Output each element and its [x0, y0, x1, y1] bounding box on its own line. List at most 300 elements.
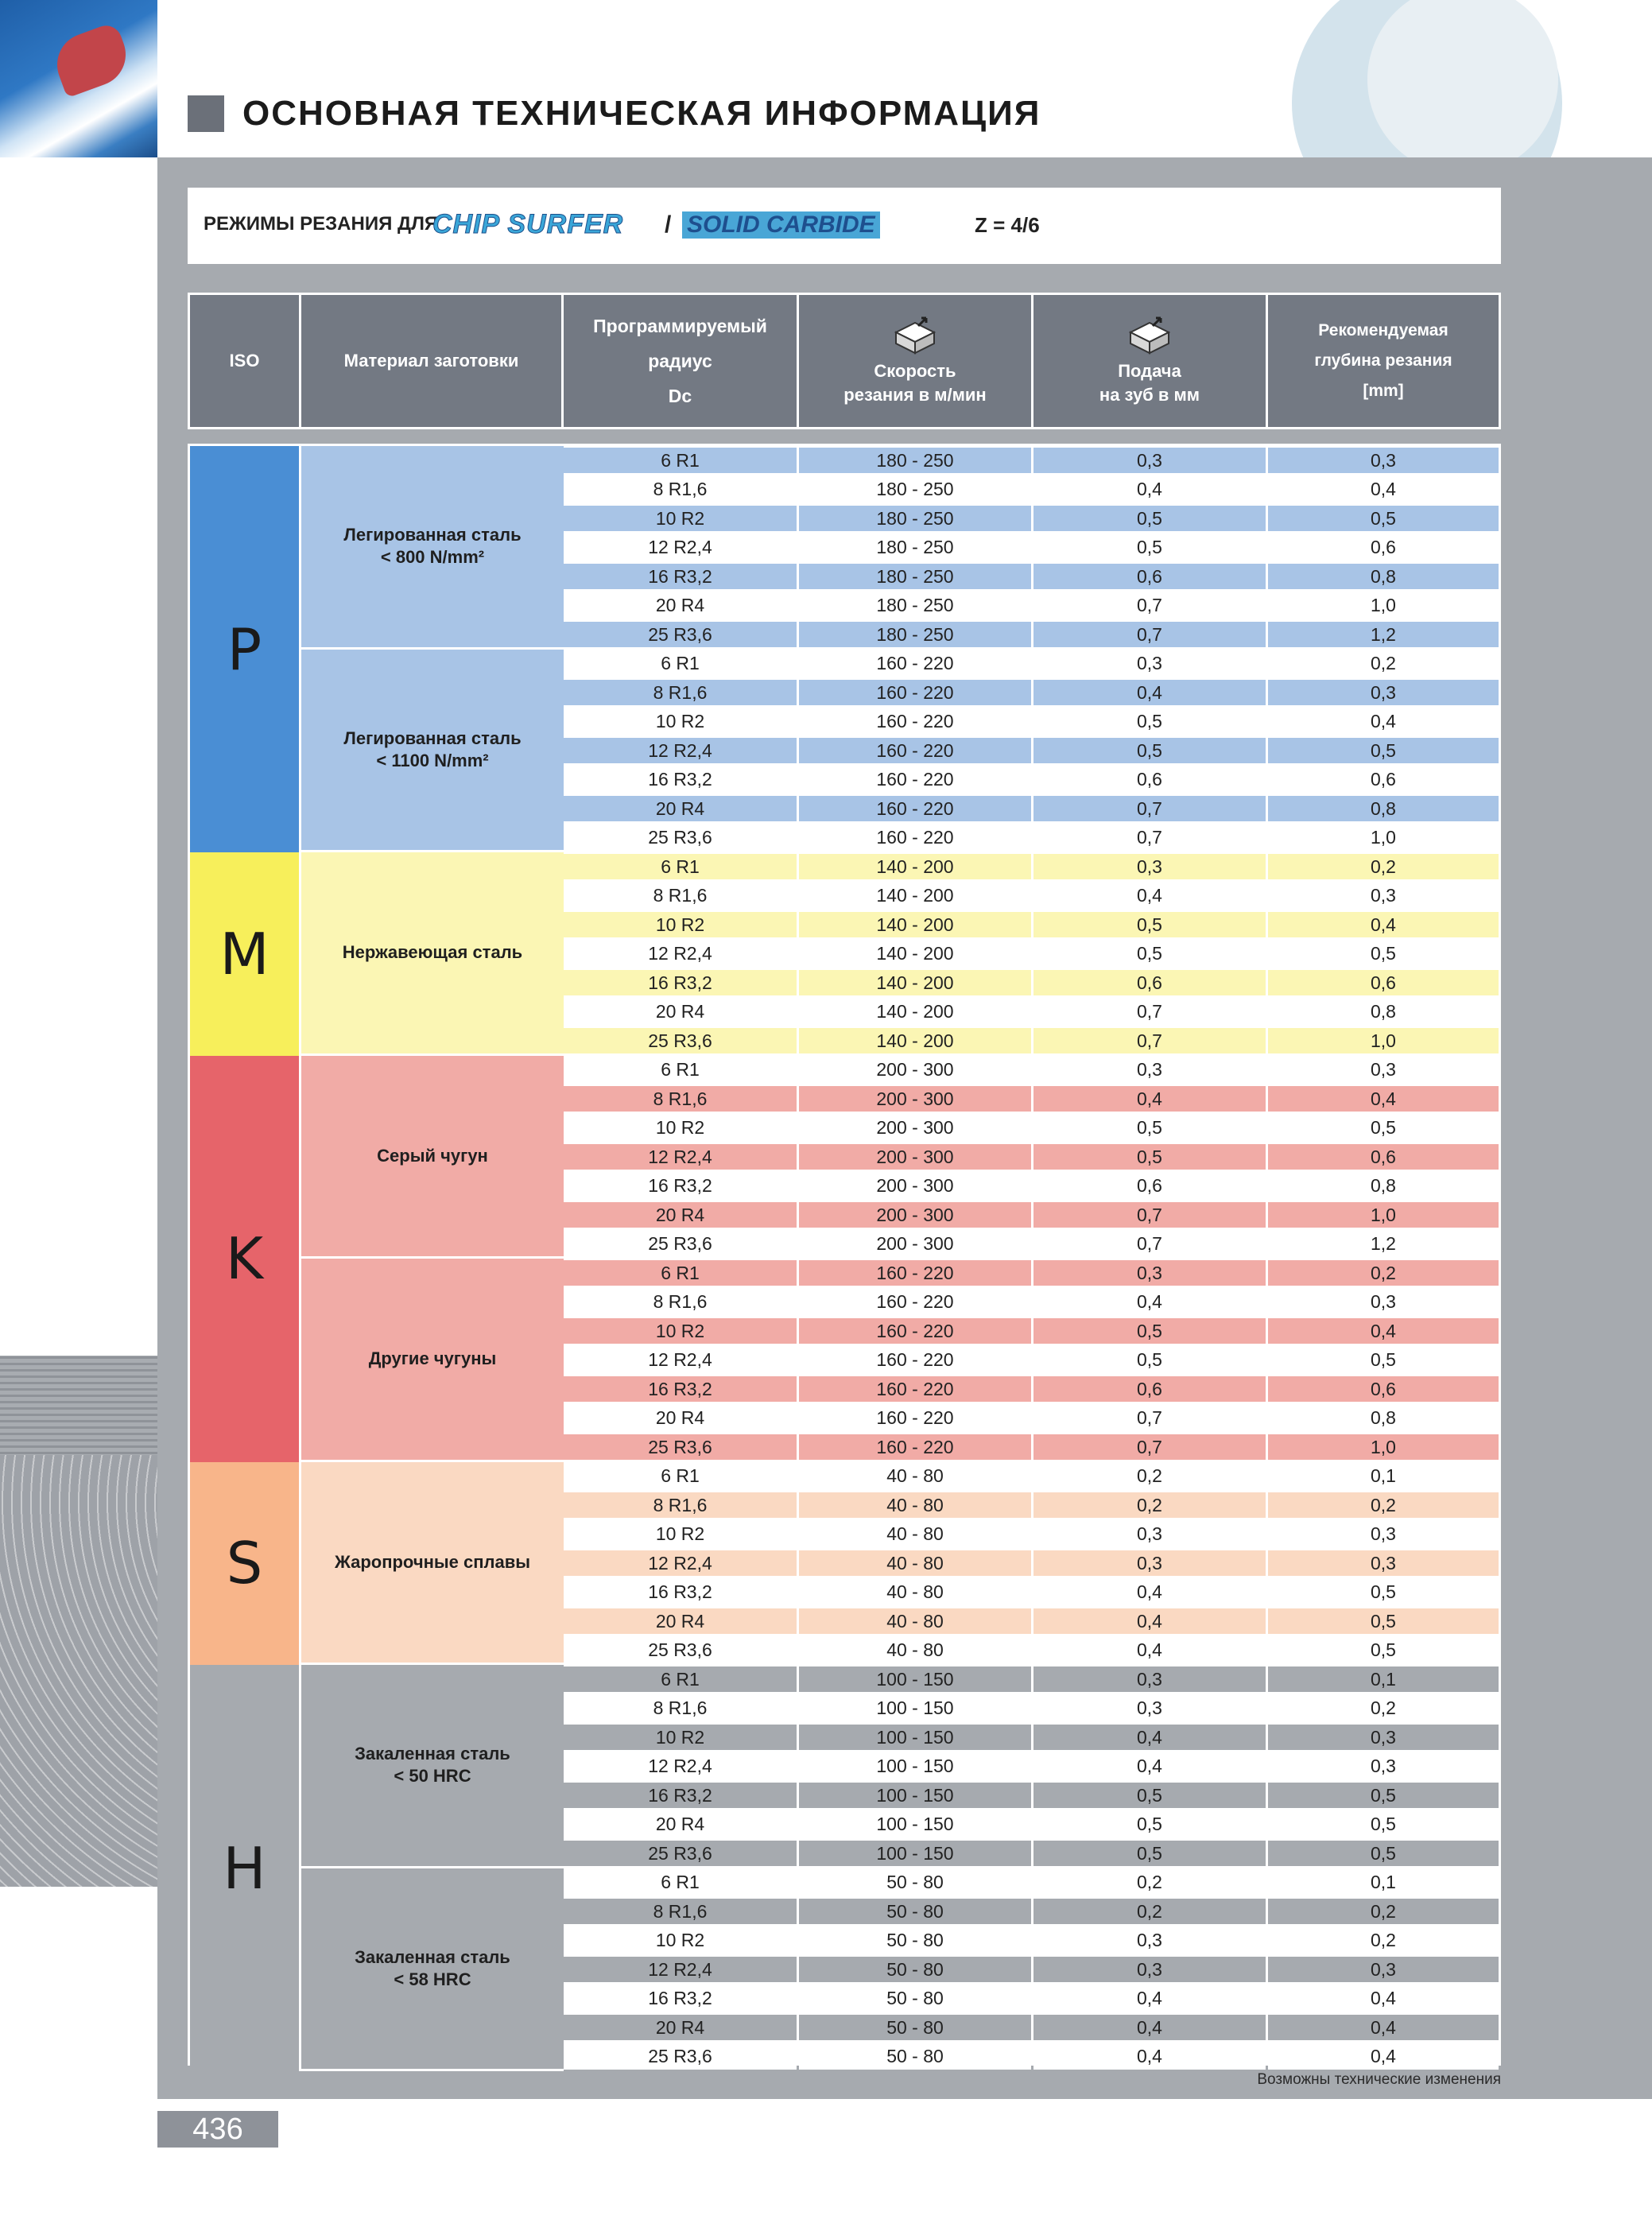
feed-cell: 0,3 [1033, 1666, 1266, 1692]
speed-cell: 200 - 300 [799, 1202, 1031, 1228]
depth-cell: 0,4 [1268, 477, 1499, 502]
column-material-label: Материал заготовки [343, 351, 519, 371]
column-depth-line3: [mm] [1363, 382, 1404, 400]
radius-cell: 6 R1 [564, 448, 797, 473]
depth-cell: 1,0 [1268, 825, 1499, 851]
material-name-line: < 50 HRC [394, 1766, 471, 1787]
header-photo [0, 0, 157, 157]
material-cell [301, 1259, 564, 1462]
feed-cell: 0,6 [1033, 564, 1266, 589]
table-row [564, 1404, 1499, 1434]
speed-cell: 160 - 220 [799, 1260, 1031, 1286]
material-cell [301, 446, 564, 650]
depth-cell: 0,6 [1268, 970, 1499, 995]
column-iso [190, 295, 301, 427]
speed-cell: 40 - 80 [799, 1580, 1031, 1605]
radius-cell: 25 R3,6 [564, 1232, 797, 1257]
feed-cell: 0,4 [1033, 1725, 1266, 1750]
page-number: 436 [157, 2111, 278, 2148]
table-row [564, 1810, 1499, 1840]
radius-cell: 12 R2,4 [564, 1348, 797, 1373]
table-row [564, 2013, 1499, 2043]
depth-cell: 0,6 [1268, 535, 1499, 561]
depth-cell: 0,4 [1268, 912, 1499, 937]
depth-cell: 0,3 [1268, 448, 1499, 473]
feed-cell: 0,5 [1033, 1318, 1266, 1344]
material-cell [301, 1665, 564, 1868]
speed-cell: 40 - 80 [799, 1550, 1031, 1576]
depth-cell: 0,5 [1268, 1841, 1499, 1866]
feed-cell: 0,4 [1033, 680, 1266, 705]
table-row [564, 910, 1499, 940]
table-subheader [188, 188, 1501, 264]
speed-cell: 100 - 150 [799, 1841, 1031, 1866]
speed-cell: 140 - 200 [799, 912, 1031, 937]
depth-cell: 0,3 [1268, 1725, 1499, 1750]
depth-cell: 0,8 [1268, 564, 1499, 589]
feed-cell: 0,6 [1033, 970, 1266, 995]
feed-cell: 0,2 [1033, 1492, 1266, 1518]
column-iso-label: ISO [229, 351, 260, 371]
radius-cell: 6 R1 [564, 1666, 797, 1692]
depth-cell: 0,8 [1268, 796, 1499, 821]
speed-cell: 100 - 150 [799, 1812, 1031, 1837]
table-row [564, 475, 1499, 505]
column-depth-line2: глубина резания [1314, 351, 1452, 370]
radius-cell: 10 R2 [564, 1318, 797, 1344]
column-speed-line1: Скорость [874, 361, 956, 381]
table-row [564, 882, 1499, 911]
subheader-label: РЕЖИМЫ РЕЗАНИЯ ДЛЯ [204, 213, 439, 235]
depth-cell: 0,4 [1268, 709, 1499, 735]
material-name-line: < 800 N/mm² [380, 547, 485, 568]
material-name-line: < 58 HRC [394, 1969, 471, 1989]
depth-cell: 0,5 [1268, 1608, 1499, 1634]
depth-cell: 0,5 [1268, 738, 1499, 763]
table-row [564, 1520, 1499, 1550]
feed-cell: 0,3 [1033, 1957, 1266, 1982]
column-speed-line2: резания в м/мин [843, 385, 987, 405]
depth-cell: 0,5 [1268, 1580, 1499, 1605]
depth-cell: 0,2 [1268, 1492, 1499, 1518]
feed-cell: 0,4 [1033, 1290, 1266, 1315]
table-row [564, 1084, 1499, 1114]
material-name-line: Жаропрочные сплавы [334, 1551, 531, 1572]
radius-cell: 8 R1,6 [564, 883, 797, 909]
material-name [377, 1145, 488, 1167]
page-title: ОСНОВНАЯ ТЕХНИЧЕСКАЯ ИНФОРМАЦИЯ [242, 94, 1041, 133]
speed-cell: 140 - 200 [799, 941, 1031, 967]
table-row [564, 1897, 1499, 1926]
feed-cell: 0,4 [1033, 883, 1266, 909]
table-row [564, 1317, 1499, 1346]
speed-cell: 160 - 220 [799, 1376, 1031, 1402]
table-row [564, 968, 1499, 998]
feed-cell: 0,2 [1033, 1464, 1266, 1489]
radius-cell: 25 R3,6 [564, 1638, 797, 1663]
radius-cell: 12 R2,4 [564, 738, 797, 763]
radius-cell: 20 R4 [564, 1406, 797, 1431]
depth-cell: 0,5 [1268, 941, 1499, 967]
table-row [564, 650, 1499, 679]
radius-cell: 12 R2,4 [564, 1550, 797, 1576]
depth-cell: 0,5 [1268, 506, 1499, 531]
speed-cell: 100 - 150 [799, 1754, 1031, 1779]
table-row [564, 736, 1499, 766]
feed-cell: 0,4 [1033, 2015, 1266, 2040]
feed-cell: 0,7 [1033, 1406, 1266, 1431]
feed-cell: 0,4 [1033, 1608, 1266, 1634]
radius-cell: 10 R2 [564, 506, 797, 531]
table-row [564, 534, 1499, 563]
feed-cell: 0,6 [1033, 767, 1266, 793]
table-row [564, 562, 1499, 592]
radius-cell: 16 R3,2 [564, 1580, 797, 1605]
radius-cell: 20 R4 [564, 999, 797, 1025]
table-row [564, 940, 1499, 969]
table-row [564, 824, 1499, 853]
table-row [564, 998, 1499, 1027]
speed-cell: 50 - 80 [799, 1870, 1031, 1895]
table-row [564, 1723, 1499, 1752]
depth-cell: 0,3 [1268, 883, 1499, 909]
radius-cell: 8 R1,6 [564, 1290, 797, 1315]
iso-group-k: K [190, 1056, 301, 1462]
radius-cell: 6 R1 [564, 1870, 797, 1895]
depth-cell: 0,8 [1268, 1174, 1499, 1199]
radius-cell: 12 R2,4 [564, 941, 797, 967]
radius-cell: 20 R4 [564, 1608, 797, 1634]
feed-cell: 0,3 [1033, 1260, 1266, 1286]
column-depth [1268, 295, 1499, 427]
feed-cell: 0,3 [1033, 651, 1266, 677]
speed-cell: 100 - 150 [799, 1666, 1031, 1692]
radius-cell: 8 R1,6 [564, 1492, 797, 1518]
depth-cell: 0,1 [1268, 1870, 1499, 1895]
speed-cell: 40 - 80 [799, 1638, 1031, 1663]
speed-cell: 180 - 250 [799, 622, 1031, 647]
depth-cell: 0,6 [1268, 1144, 1499, 1170]
speed-cell: 160 - 220 [799, 767, 1031, 793]
speed-cell: 160 - 220 [799, 651, 1031, 677]
feed-cell: 0,5 [1033, 709, 1266, 735]
speed-cell: 100 - 150 [799, 1725, 1031, 1750]
depth-cell: 0,5 [1268, 1116, 1499, 1141]
material-name [343, 728, 521, 772]
speed-cell: 40 - 80 [799, 1608, 1031, 1634]
feed-cell: 0,7 [1033, 1232, 1266, 1257]
table-row [564, 1549, 1499, 1578]
depth-cell: 0,1 [1268, 1666, 1499, 1692]
radius-cell: 10 R2 [564, 1522, 797, 1547]
speed-cell: 50 - 80 [799, 1986, 1031, 2012]
table-header [188, 293, 1501, 429]
speed-cell: 200 - 300 [799, 1057, 1031, 1083]
material-name-line: Другие чугуны [368, 1348, 497, 1369]
column-radius-line2: радиус [648, 351, 712, 371]
depth-cell: 0,2 [1268, 1928, 1499, 1954]
speed-cell: 40 - 80 [799, 1492, 1031, 1518]
column-radius [564, 295, 799, 427]
radius-cell: 16 R3,2 [564, 1174, 797, 1199]
radius-cell: 8 R1,6 [564, 1696, 797, 1721]
feed-cell: 0,7 [1033, 1434, 1266, 1460]
iso-group-h: H [190, 1665, 301, 2071]
speed-cell: 200 - 300 [799, 1232, 1031, 1257]
speed-cell: 180 - 250 [799, 477, 1031, 502]
feed-cell: 0,3 [1033, 1057, 1266, 1083]
depth-cell: 0,2 [1268, 1696, 1499, 1721]
depth-cell: 0,5 [1268, 1348, 1499, 1373]
table-row [564, 1491, 1499, 1520]
radius-cell: 20 R4 [564, 2015, 797, 2040]
material-name-line: Нержавеющая сталь [342, 942, 523, 963]
table-row [564, 1288, 1499, 1317]
feed-cell: 0,3 [1033, 1550, 1266, 1576]
depth-cell: 0,6 [1268, 767, 1499, 793]
radius-cell: 25 R3,6 [564, 1434, 797, 1460]
depth-cell: 0,1 [1268, 1464, 1499, 1489]
radius-cell: 25 R3,6 [564, 1841, 797, 1866]
material-name [335, 1551, 530, 1573]
speed-cell: 160 - 220 [799, 738, 1031, 763]
depth-cell: 0,5 [1268, 1638, 1499, 1663]
feed-cell: 0,5 [1033, 912, 1266, 937]
table-row [564, 1578, 1499, 1608]
table-row [564, 1462, 1499, 1492]
table-row [564, 1172, 1499, 1201]
depth-cell: 0,3 [1268, 1754, 1499, 1779]
depth-cell: 0,6 [1268, 1376, 1499, 1402]
table-row [564, 1143, 1499, 1172]
feed-cell: 0,7 [1033, 1028, 1266, 1053]
speed-cell: 160 - 220 [799, 1406, 1031, 1431]
speed-cell: 50 - 80 [799, 1899, 1031, 1924]
speed-cell: 160 - 220 [799, 796, 1031, 821]
depth-cell: 0,3 [1268, 1290, 1499, 1315]
feed-cell: 0,7 [1033, 593, 1266, 619]
table-row [564, 1230, 1499, 1259]
table-row [564, 1752, 1499, 1782]
feed-cell: 0,3 [1033, 1696, 1266, 1721]
feed-cell: 0,6 [1033, 1174, 1266, 1199]
feed-cell: 0,4 [1033, 477, 1266, 502]
radius-cell: 25 R3,6 [564, 622, 797, 647]
material-name [355, 1946, 510, 1991]
table-row [564, 446, 1499, 475]
radius-cell: 6 R1 [564, 854, 797, 879]
feed-cell: 0,5 [1033, 1783, 1266, 1808]
speed-cell: 50 - 80 [799, 1957, 1031, 1982]
table-row [564, 1665, 1499, 1694]
table-row [564, 1056, 1499, 1085]
column-radius-line1: Программируемый [593, 316, 767, 336]
speed-cell: 140 - 200 [799, 854, 1031, 879]
table-row [564, 1868, 1499, 1898]
column-feed [1033, 295, 1268, 427]
material-cell [301, 1462, 564, 1666]
radius-cell: 20 R4 [564, 1812, 797, 1837]
table-row [564, 1607, 1499, 1636]
table-row [564, 1839, 1499, 1868]
depth-cell: 0,4 [1268, 1318, 1499, 1344]
depth-cell: 0,2 [1268, 854, 1499, 879]
feed-cell: 0,3 [1033, 854, 1266, 879]
feed-cell: 0,5 [1033, 1841, 1266, 1866]
depth-cell: 1,0 [1268, 1202, 1499, 1228]
material-name-line: Серый чугун [377, 1145, 488, 1166]
table-row [564, 1955, 1499, 1985]
speed-cell: 140 - 200 [799, 883, 1031, 909]
speed-cell: 140 - 200 [799, 1028, 1031, 1053]
depth-cell: 1,0 [1268, 1028, 1499, 1053]
material-cell [301, 1868, 564, 2072]
table-row [564, 1201, 1499, 1230]
speed-cell: 40 - 80 [799, 1464, 1031, 1489]
radius-cell: 10 R2 [564, 912, 797, 937]
chip-surfer-logo: CHIP SURFER [432, 209, 624, 239]
column-feed-line1: Подача [1118, 361, 1181, 381]
feed-cell: 0,4 [1033, 1086, 1266, 1112]
material-name-line: Легированная сталь [343, 525, 522, 545]
table-row [564, 708, 1499, 737]
feed-cell: 0,2 [1033, 1870, 1266, 1895]
table-row [564, 1433, 1499, 1462]
speed-cell: 50 - 80 [799, 2015, 1031, 2040]
iso-group-p: P [190, 446, 301, 852]
solid-carbide-logo: SOLID CARBIDE [682, 211, 880, 239]
speed-cell: 50 - 80 [799, 2044, 1031, 2070]
table-row [564, 2043, 1499, 2072]
radius-cell: 10 R2 [564, 1116, 797, 1141]
radius-cell: 16 R3,2 [564, 970, 797, 995]
speed-cell: 40 - 80 [799, 1522, 1031, 1547]
footer-note: Возможны технические изменения [1257, 2071, 1501, 2088]
speed-cell: 180 - 250 [799, 506, 1031, 531]
speed-cell: 160 - 220 [799, 680, 1031, 705]
table-row [564, 620, 1499, 650]
feed-cell: 0,5 [1033, 941, 1266, 967]
radius-cell: 8 R1,6 [564, 477, 797, 502]
depth-cell: 1,2 [1268, 1232, 1499, 1257]
radius-cell: 6 R1 [564, 1464, 797, 1489]
radius-cell: 16 R3,2 [564, 1376, 797, 1402]
column-material [301, 295, 564, 427]
depth-cell: 0,3 [1268, 1957, 1499, 1982]
speed-cell: 180 - 250 [799, 593, 1031, 619]
material-name-line: Легированная сталь [343, 728, 522, 748]
depth-cell: 0,4 [1268, 1986, 1499, 2012]
kitesurfer-figure [48, 21, 135, 99]
speed-cell: 180 - 250 [799, 535, 1031, 561]
material-cell [301, 852, 564, 1056]
depth-cell: 0,4 [1268, 2044, 1499, 2070]
depth-cell: 1,0 [1268, 593, 1499, 619]
table-row [564, 852, 1499, 882]
material-cell [301, 1056, 564, 1259]
speed-cell: 160 - 220 [799, 1348, 1031, 1373]
radius-cell: 10 R2 [564, 709, 797, 735]
cutting-data-table [188, 444, 1501, 2066]
table-row [564, 678, 1499, 708]
depth-cell: 0,3 [1268, 680, 1499, 705]
material-name [369, 1348, 497, 1370]
table-row [564, 504, 1499, 534]
radius-cell: 8 R1,6 [564, 1086, 797, 1112]
radius-cell: 12 R2,4 [564, 535, 797, 561]
depth-cell: 0,2 [1268, 1260, 1499, 1286]
feed-cell: 0,5 [1033, 1812, 1266, 1837]
radius-cell: 25 R3,6 [564, 1028, 797, 1053]
material-name [343, 524, 521, 568]
radius-cell: 6 R1 [564, 1057, 797, 1083]
depth-cell: 0,8 [1268, 1406, 1499, 1431]
feed-cell: 0,3 [1033, 1522, 1266, 1547]
depth-cell: 0,3 [1268, 1522, 1499, 1547]
table-row [564, 766, 1499, 795]
feed-cell: 0,3 [1033, 448, 1266, 473]
feed-cell: 0,4 [1033, 1580, 1266, 1605]
radius-cell: 6 R1 [564, 1260, 797, 1286]
radius-cell: 20 R4 [564, 593, 797, 619]
column-feed-line2: на зуб в мм [1099, 385, 1200, 405]
column-speed [799, 295, 1033, 427]
radius-cell: 20 R4 [564, 796, 797, 821]
radius-cell: 12 R2,4 [564, 1754, 797, 1779]
depth-cell: 0,2 [1268, 1899, 1499, 1924]
feed-cell: 0,3 [1033, 1928, 1266, 1954]
table-row [564, 794, 1499, 824]
teeth-count: Z = 4/6 [975, 213, 1040, 237]
material-name-line: Закаленная сталь [355, 1744, 510, 1764]
speed-cell: 200 - 300 [799, 1144, 1031, 1170]
table-row [564, 1375, 1499, 1404]
feed-cell: 0,7 [1033, 999, 1266, 1025]
material-cell [301, 650, 564, 853]
speed-cell: 160 - 220 [799, 1290, 1031, 1315]
speed-cell: 140 - 200 [799, 970, 1031, 995]
radius-cell: 20 R4 [564, 1202, 797, 1228]
depth-cell: 0,3 [1268, 1550, 1499, 1576]
speed-cell: 180 - 250 [799, 448, 1031, 473]
speed-cell: 200 - 300 [799, 1086, 1031, 1112]
material-name [355, 1743, 510, 1787]
radius-cell: 25 R3,6 [564, 2044, 797, 2070]
table-row [564, 1636, 1499, 1666]
depth-cell: 0,5 [1268, 1812, 1499, 1837]
table-row [564, 1985, 1499, 2014]
radius-cell: 16 R3,2 [564, 1986, 797, 2012]
table-row [564, 1781, 1499, 1810]
feed-per-tooth-icon [1126, 315, 1173, 356]
feed-cell: 0,5 [1033, 506, 1266, 531]
depth-cell: 1,0 [1268, 1434, 1499, 1460]
feed-cell: 0,7 [1033, 622, 1266, 647]
feed-cell: 0,6 [1033, 1376, 1266, 1402]
speed-cell: 180 - 250 [799, 564, 1031, 589]
table-row [564, 1114, 1499, 1143]
column-depth-line1: Рекомендуемая [1318, 321, 1448, 340]
radius-cell: 6 R1 [564, 651, 797, 677]
table-row [564, 1694, 1499, 1724]
speed-cell: 160 - 220 [799, 1318, 1031, 1344]
iso-group-m: M [190, 852, 301, 1056]
column-radius-line3: Dc [668, 386, 692, 406]
table-row [564, 1926, 1499, 1956]
radius-cell: 10 R2 [564, 1725, 797, 1750]
material-name-line: < 1100 N/mm² [376, 750, 489, 770]
radius-cell: 12 R2,4 [564, 1957, 797, 1982]
